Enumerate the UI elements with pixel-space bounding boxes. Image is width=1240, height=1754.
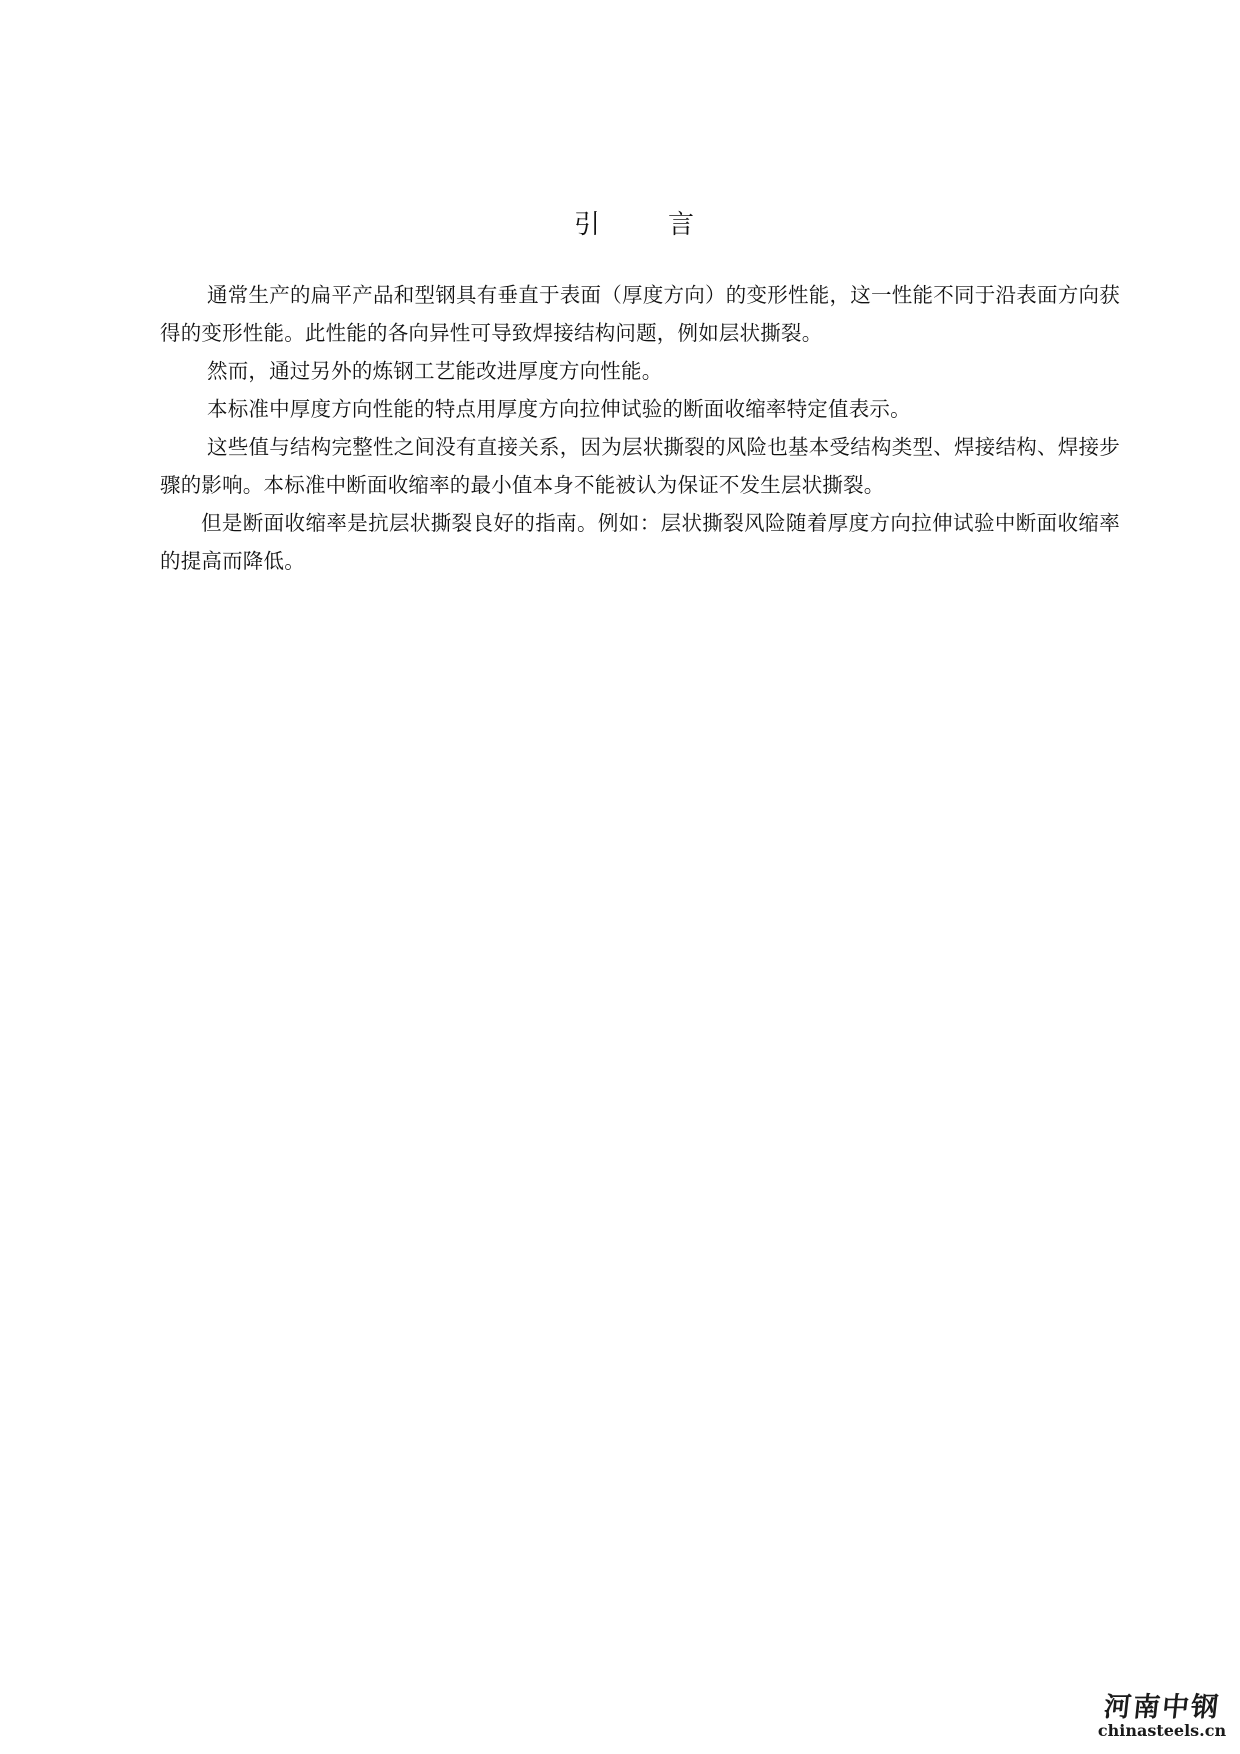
paragraph-5: 但是断面收缩率是抗层状撕裂良好的指南。例如：层状撕裂风险随着厚度方向拉伸试验中断面收缩率的提高而降低。 <box>160 511 1120 573</box>
paragraph-3: 本标准中厚度方向性能的特点用厚度方向拉伸试验的断面收缩率特定值表示。 <box>207 397 911 421</box>
introduction-body <box>160 276 1120 580</box>
title-char-1: 引 <box>573 210 600 240</box>
paragraph-1: 通常生产的扁平产品和型钢具有垂直于表面（厚度方向）的变形性能，这一性能不同于沿表面方向获得的变形性能。此性能的各向异性可导致焊接结构问题，例如层状撕裂。 <box>160 283 1120 345</box>
watermark-url: chinasteels.cn <box>1097 1721 1227 1740</box>
title-char-2: 言 <box>668 210 695 240</box>
watermark-logo <box>1092 1694 1232 1740</box>
paragraph-4: 这些值与结构完整性之间没有直接关系，因为层状撕裂的风险也基本受结构类型、焊接结构、焊接步骤的影响。本标准中断面收缩率的最小值本身不能被认为保证不发生层状撕裂。 <box>160 435 1120 497</box>
page-title <box>0 208 1240 242</box>
paragraph-2: 然而，通过另外的炼钢工艺能改进厚度方向性能。 <box>207 359 663 383</box>
watermark-brand: 河南中钢 <box>1102 1692 1222 1723</box>
